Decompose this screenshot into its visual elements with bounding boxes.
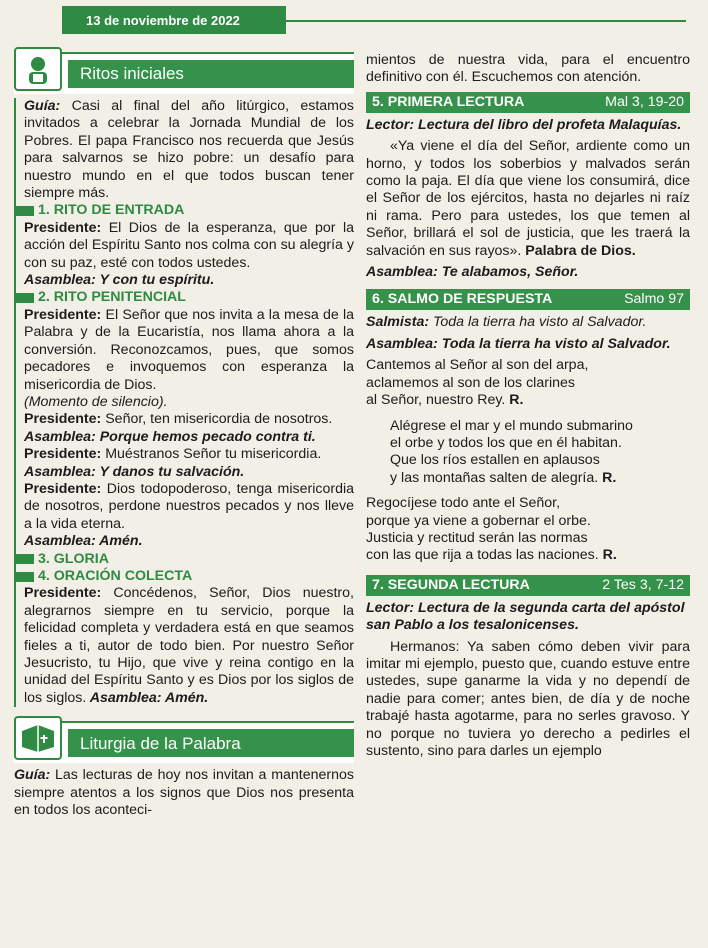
rito-entrada-heading: 1. RITO DE ENTRADA bbox=[14, 202, 354, 219]
salmo-bar bbox=[366, 289, 690, 310]
ritos-body bbox=[14, 98, 354, 707]
liturgia-title: Liturgia de la Palabra bbox=[68, 729, 354, 757]
primera-lectura-asamblea: Asamblea: Te alabamos, Señor. bbox=[366, 264, 579, 281]
right-column bbox=[366, 52, 690, 760]
ritos-title: Ritos iniciales bbox=[68, 60, 354, 88]
left-column bbox=[14, 52, 354, 819]
asamblea-3: Asamblea: Y danos tu salvación. bbox=[24, 463, 245, 480]
bible-icon bbox=[14, 716, 62, 760]
liturgia-guia: Guía: Las lecturas de hoy nos invitan a mantenernos siempre atentos a los signos que Dios nos presenta en todos los aconteci- bbox=[14, 767, 354, 819]
segunda-lectura-title: 7. SEGUNDA LECTURA bbox=[372, 576, 530, 593]
top-rule bbox=[286, 20, 686, 22]
rito-entrada-asamblea: Asamblea: Y con tu espíritu. bbox=[24, 272, 215, 289]
primera-lectura-lector: Lector: Lectura del libro del profeta Malaquías. bbox=[366, 116, 682, 133]
salmo-title: 6. SALMO DE RESPUESTA bbox=[372, 291, 553, 308]
presidente-3: Presidente: Muéstranos Señor tu misericordia. bbox=[24, 446, 322, 463]
asamblea-2: Asamblea: Porque hemos pecado contra ti. bbox=[24, 428, 316, 445]
intro-text: mientos de nuestra vida, para el encuentro definitivo con él. Escuchemos con atención. bbox=[366, 52, 690, 86]
segunda-lectura-bar bbox=[366, 575, 690, 596]
salmo-ref: Salmo 97 bbox=[624, 291, 684, 308]
stanza-2: Alégrese el mar y el mundo submarino el orbe y todos los que en él habitan. Que los ríos estallen en aplausos y las montañas salten de alegría. R. bbox=[390, 417, 633, 486]
rito-penitencial-presidente: Presidente: El Señor que nos invita a la mesa de la Palabra y de la Eucaristía, nos llama ahora a la conversión. Reconozcamos, pues, que somos pecadores e invoquemos con esperanza la misericordia de Dios. bbox=[24, 306, 354, 393]
momento-silencio: (Momento de silencio). bbox=[24, 393, 168, 410]
asamblea-4: Asamblea: Amén. bbox=[24, 533, 143, 550]
primera-lectura-ref: Mal 3, 19-20 bbox=[605, 93, 684, 110]
person-icon bbox=[14, 47, 62, 91]
liturgia-header bbox=[14, 721, 354, 763]
primera-lectura-bar bbox=[366, 92, 690, 113]
date-banner bbox=[62, 6, 286, 34]
oracion-colecta-heading: 4. ORACIÓN COLECTA bbox=[14, 568, 354, 585]
segunda-lectura-text: Hermanos: Ya saben cómo deben vivir para imitar mi ejemplo, puesto que, cuando estuve entre ustedes, supe ganarme la vida y no dependí de nadie para comer; antes bien, de día y de noche trabajé hasta agotarme, para no serles gravoso. Y no porque no tuviera yo derecho a pedirles el sustento, sino para darles un ejemplo bbox=[366, 638, 690, 759]
primera-lectura-title: 5. PRIMERA LECTURA bbox=[372, 93, 525, 110]
oracion-colecta-text: Presidente: Concédenos, Señor, Dios nuestro, alegrarnos siempre en tu servicio, porque la felicidad completa y verdadera está en que seamos fieles a ti, autor de todo bien. Por nuestro Señor Jesucristo, tu Hijo, que vive y reina contigo en la unidad del Espíritu Santo y es Dios por los siglos de los siglos. Asamblea: Amén. bbox=[24, 585, 354, 706]
presidente-4: Presidente: Dios todopoderoso, tenga misericordia de nosotros, perdone nuestros pecados y nos lleve a la vida eterna. bbox=[24, 480, 354, 532]
rito-entrada-presidente: Presidente: El Dios de la esperanza, que por la acción del Espíritu Santo nos colma con su alegría y con su paz, esté con todos ustedes. bbox=[24, 219, 354, 271]
segunda-lectura-ref: 2 Tes 3, 7-12 bbox=[602, 576, 684, 593]
salmista: Salmista: Toda la tierra ha visto al Salvador. bbox=[366, 314, 647, 331]
ritos-header bbox=[14, 52, 354, 94]
stanza-1: Cantemos al Señor al son del arpa, aclamemos al son de los clarines al Señor, nuestro Rey. R. bbox=[366, 357, 589, 409]
presidente-2: Presidente: Señor, ten misericordia de nosotros. bbox=[24, 411, 333, 428]
stanza-3: Regocíjese todo ante el Señor, porque ya viene a gobernar el orbe. Justicia y rectitud serán las normas con las que rija a todas las naciones. R. bbox=[366, 495, 617, 564]
primera-lectura-text: «Ya viene el día del Señor, ardiente como un horno, y todos los soberbios y malvados serán como la paja. El día que viene los consumirá, dice el Señor de los ejércitos, hasta no dejarles ni raíz ni rama. Pero para ustedes, los que temen al Señor, brillará el sol de justicia, que les traerá la salvación en sus rayos». Palabra de Dios. bbox=[366, 138, 690, 259]
date-text: 13 de noviembre de 2022 bbox=[86, 12, 240, 28]
gloria-heading: 3. GLORIA bbox=[14, 551, 354, 568]
rito-penitencial-heading: 2. RITO PENITENCIAL bbox=[14, 289, 354, 306]
salmo-asamblea: Asamblea: Toda la tierra ha visto al Salvador. bbox=[366, 335, 671, 352]
segunda-lectura-lector: Lector: Lectura de la segunda carta del apóstol san Pablo a los tesalonicenses. bbox=[366, 599, 685, 634]
ritos-guia: Guía: Casi al final del año litúrgico, estamos invitados a celebrar la Jornada Mundial de los Pobres. El papa Francisco nos recuerda que Jesús para salvarnos se hizo pobre: un desafío para nuestro mundo en el que todos buscan tener siempre más. bbox=[24, 98, 354, 202]
